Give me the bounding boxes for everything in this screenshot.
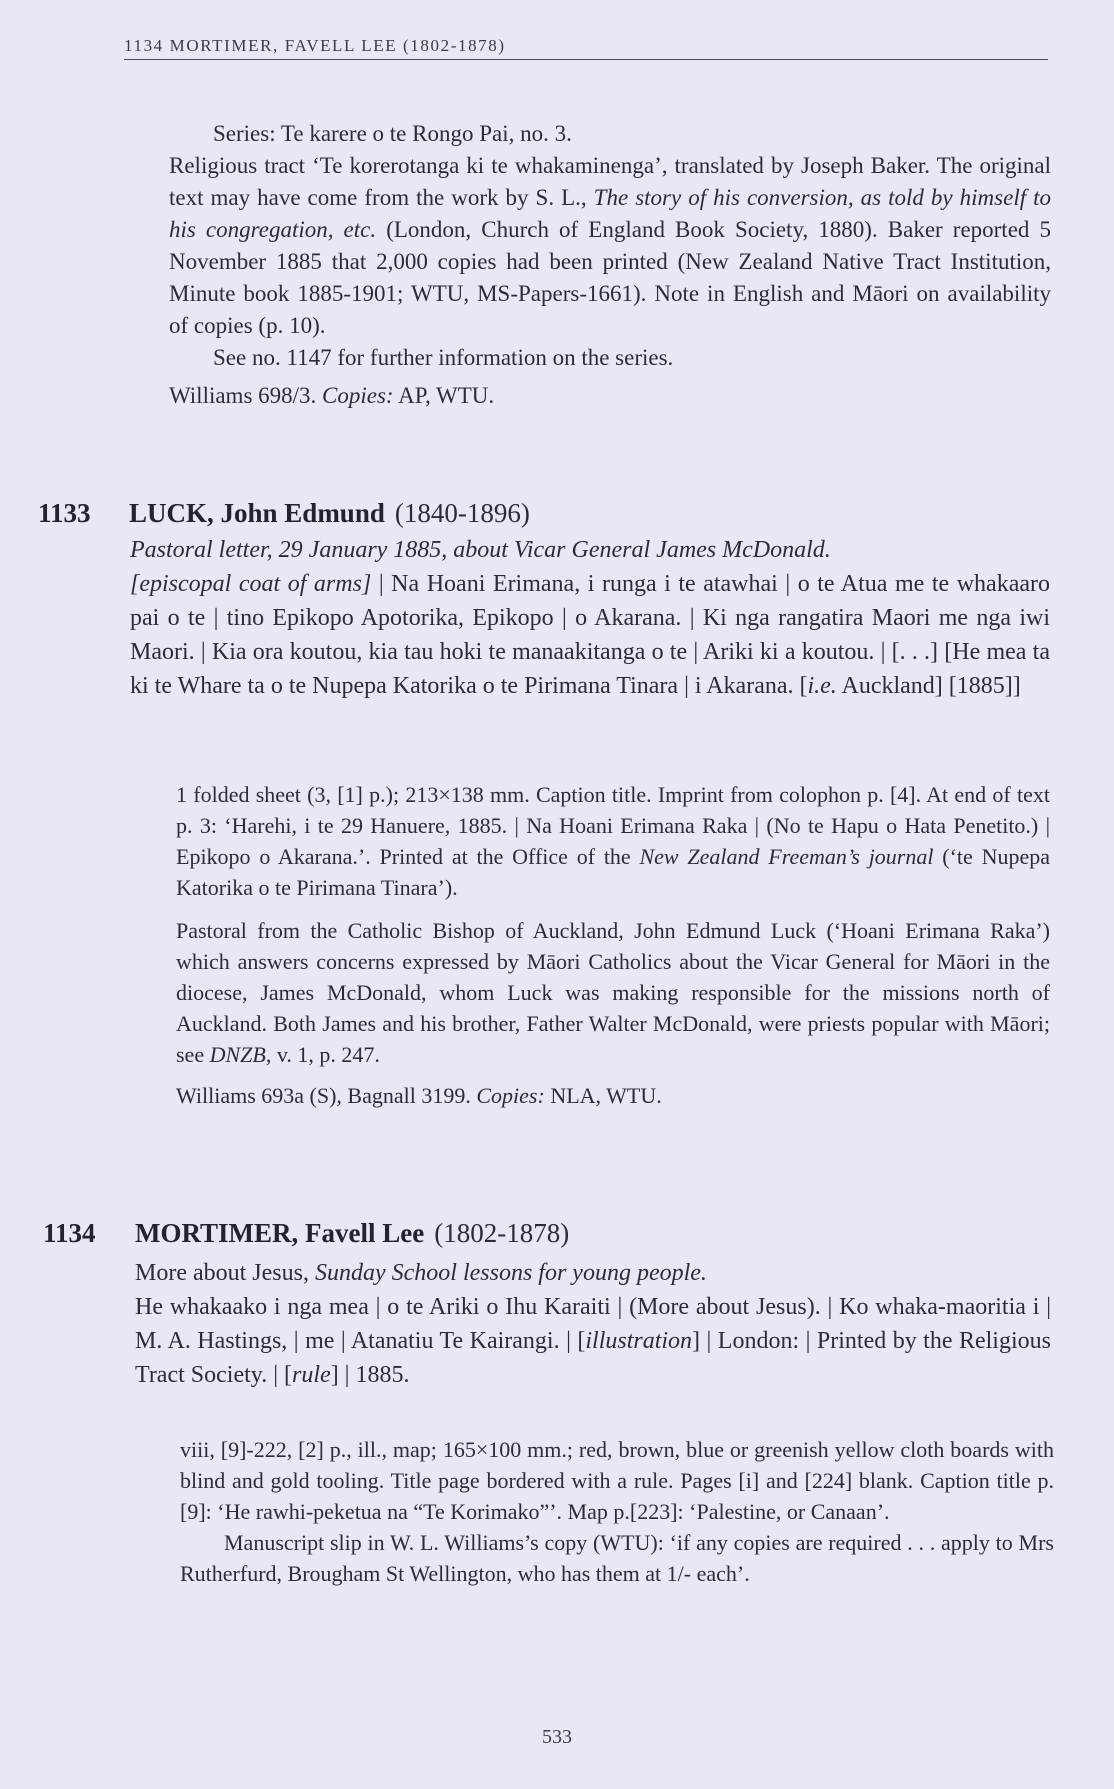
- entry-title: [130, 533, 1050, 567]
- entry-description: [130, 567, 1050, 703]
- entry-note: Manuscript slip in W. L. Williams’s copy (WTU): ‘if any copies are required . . . apply to Mrs Rutherfurd, Brougham St Wellington, who has them at 1/- each’.: [180, 1530, 1054, 1586]
- physical-description: [176, 779, 1050, 903]
- physical-description: viii, [9]-222, [2] p., ill., map; 165×100 mm.; red, brown, blue or greenish yellow cloth boards with blind and gold tooling. Title page bordered with a rule. Pages [i] and [224] blank. Caption title p. [9]: ‘He rawhi-peketua na “Te Korimako”’. Map p.[223]: ‘Palestine, or Canaan’.: [180, 1437, 1054, 1524]
- tract-note-italic: The story of his conversion, as told by himself to his congregation, etc.: [169, 185, 1052, 242]
- refs-line: [176, 1080, 1050, 1111]
- physical-italic: New Zealand Freeman’s journal: [639, 844, 934, 869]
- tract-note-rest: (London, Church of England Book Society, 1880). Baker reported 5 November 1885 that 2,000 copies had been printed (New Zealand Native Tract Institution, Minute book 1885-1901; WTU, MS-Papers-1661). Note in English and Māori on availability of copies (p. 10).: [169, 217, 1051, 338]
- entry-author: MORTIMER, Favell Lee: [135, 1218, 425, 1248]
- desc-text: He whakaako i nga mea | o te Ariki o Ihu Karaiti | (More about Jesus). | Ko whaka-maoritia i | M. A. Hastings, | me | Atanatiu Te Kairangi. | [: [135, 1294, 1051, 1354]
- top-block: [169, 118, 1051, 412]
- refs-text: Williams 693a (S), Bagnall 3199.: [176, 1083, 477, 1108]
- desc-italic: [episcopal coat of arms]: [130, 571, 372, 597]
- desc-italic-ie: i.e.: [807, 673, 837, 699]
- tract-note-text: Religious tract ‘Te korerotanga ki te whakaminenga’, translated by Joseph Baker. The original text may have come from the work by S. L.,: [169, 153, 1051, 210]
- entry-note: [176, 915, 1050, 1070]
- note-text: Pastoral from the Catholic Bishop of Auckland, John Edmund Luck (‘Hoani Erimana Raka’) which answers concerns expressed by Māori Catholics about the Vicar General for Māori in the diocese, James McDonald, whom Luck was making responsible for the missions north of Auckland. Both James and his brother, Father Walter McDonald, were priests popular with Māori; see: [176, 918, 1050, 1067]
- entry-number: 1134: [43, 1218, 96, 1248]
- copies-label: Copies:: [322, 383, 394, 408]
- note-rest: , v. 1, p. 247.: [265, 1042, 380, 1067]
- entry-1133-notes: [176, 779, 1050, 1111]
- desc-italic-rule: rule: [292, 1362, 331, 1388]
- entry-heading: [135, 1218, 569, 1249]
- desc-text-end: Auckland] [1885]]: [836, 673, 1021, 699]
- entry-description: [135, 1290, 1051, 1392]
- entry-dates: (1840-1896): [394, 498, 530, 528]
- entry-1134-notes: [180, 1434, 1054, 1589]
- series-line: Series: Te karere o te Rongo Pai, no. 3.: [213, 121, 572, 146]
- note-italic: DNZB: [209, 1042, 266, 1067]
- copies-value: NLA, WTU.: [544, 1083, 662, 1108]
- refs-text: Williams 698/3.: [169, 383, 323, 408]
- desc-italic: illustration: [585, 1328, 693, 1354]
- physical-text: 1 folded sheet (3, [1] p.); 213×138 mm. Caption title. Imprint from colophon p. [4]. At end of text p. 3: ‘Harehi, i te 29 Hanuere, 1885. | Na Hoani Erimana Raka | (No te Hapu o Hata Penetito.) | Epikopo o Akarana.’. Printed at the Office of the: [176, 782, 1050, 869]
- entry-1133-body: [130, 533, 1050, 703]
- page-number: 533: [542, 1726, 572, 1748]
- tract-note: [169, 150, 1051, 342]
- entry-heading: [129, 498, 530, 529]
- copies-value: AP, WTU.: [393, 383, 495, 408]
- see-note: See no. 1147 for further information on the series.: [213, 345, 674, 370]
- entry-title-italic: Sunday School lessons for young people.: [314, 1260, 707, 1286]
- copies-label: Copies:: [476, 1083, 545, 1108]
- entry-author: LUCK, John Edmund: [129, 498, 385, 528]
- entry-title-text: Pastoral letter, 29 January 1885, about Vicar General James McDonald.: [130, 537, 831, 563]
- entry-number: 1133: [38, 498, 91, 528]
- physical-rest: (‘te Nupepa Katorika o te Pirimana Tinara’).: [176, 844, 1051, 900]
- desc-text-mid: ] | London: | Printed by the Religious Tract Society. | [: [135, 1328, 1051, 1388]
- header-rule: [124, 59, 1048, 60]
- entry-1134-body: [135, 1256, 1051, 1392]
- running-head: 1134 MORTIMER, FAVELL LEE (1802-1878): [124, 36, 506, 55]
- refs-line: [169, 380, 1051, 412]
- entry-title: [135, 1256, 1051, 1290]
- entry-title-text: More about Jesus,: [135, 1260, 315, 1286]
- entry-dates: (1802-1878): [434, 1218, 570, 1248]
- desc-text: | Na Hoani Erimana, i runga i te atawhai | o te Atua me te whakaaro pai o te | tino Epikopo Apotorika, Epikopo | o Akarana. | Ki nga rangatira Maori me nga iwi Maori. | Kia ora koutou, kia tau hoki te manaakitanga o te | Ariki ki a koutou. | [. . .] [He mea ta ki te Whare ta o te Nupepa Katorika o te Pirimana Tinara | i Akarana. [: [130, 571, 1050, 699]
- desc-text-end: ] | 1885.: [330, 1362, 410, 1388]
